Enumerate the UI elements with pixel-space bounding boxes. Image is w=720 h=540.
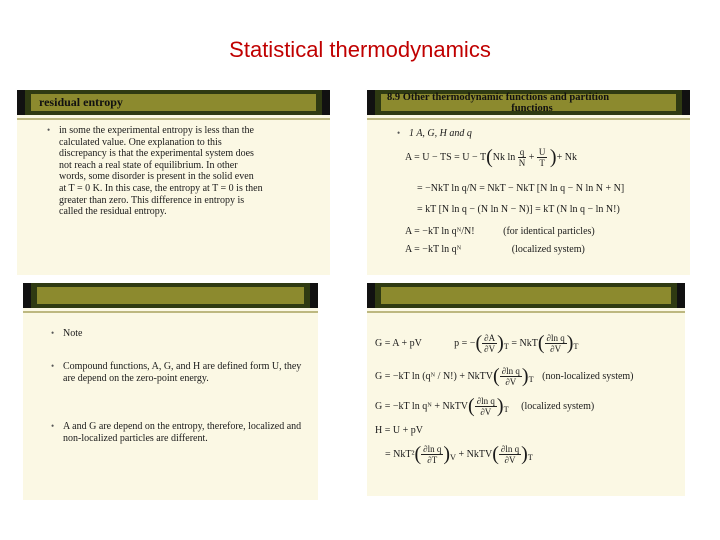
slide-title: 8.9 Other thermodynamic functions and partition functions bbox=[387, 92, 610, 114]
equation-g-nonlocalized: G = −kT ln (qᴺ / N!) + NkTV( $\frac{\text{∂ln q}}{\partial V}$ )$_T$ (non-localized system) bbox=[375, 365, 634, 387]
equation-h-expanded: = NkT²( $\frac{\text{∂ln q}}{\partial T}$ )$_V$ + NkTV( $\frac{\text{∂ln q}}{\partial V}$ )$_T$ bbox=[385, 443, 533, 465]
residual-line: called the residual entropy. bbox=[59, 206, 167, 218]
residual-line: words, some disorder is present in the solid even bbox=[59, 171, 254, 183]
equation-h-definition: H = U + pV bbox=[375, 425, 423, 436]
equation-a-step3: = kT [N ln q − (N ln N − N)] = kT (N ln q − ln N!) bbox=[417, 204, 620, 215]
residual-line: discrepancy is that the experimental system does bbox=[59, 148, 254, 160]
equation-a-step2: = −NkT ln q/N = NkT − NkT [N ln q − N ln N + N] bbox=[417, 183, 625, 194]
residual-line: in some the experimental entropy is less than the bbox=[59, 125, 254, 136]
slide-header-bar bbox=[367, 90, 690, 115]
residual-line: at T = 0 K. In this case, the entropy at T = 0 is then bbox=[59, 182, 263, 194]
bullet-dot: • bbox=[47, 125, 51, 135]
equation-a-definition: A = U − TS = U − T(Nk ln $\frac{q}{N}$ + $\frac{U}{T}$ )+ Nk bbox=[405, 146, 577, 168]
equation-g-localized: G = −kT ln qᴺ + NkTV( $\frac{\text{∂ln q}}{\partial V}$ )$_T$ (localized system) bbox=[375, 395, 595, 417]
slide-header-bar bbox=[17, 90, 330, 115]
residual-line: not reach a real state of equilibrium. In other bbox=[59, 159, 238, 171]
slide-g-and-h bbox=[367, 283, 685, 496]
note-bullet: Note bbox=[63, 328, 83, 339]
slide-title: residual entropy bbox=[39, 95, 123, 109]
residual-line: greater than zero. This difference in entropy is bbox=[59, 194, 245, 206]
slide-header-bar bbox=[23, 283, 318, 308]
equation-a-localized: A = −kT ln qᴺ (localized system) bbox=[405, 244, 585, 255]
slide-header-bar bbox=[367, 283, 685, 308]
slide-note: • Note • Compound functions, A, G, and H are defined form U, they are depend on the zero-point energy. • A and G are depend on the entropy, therefore, localized and non-localized particles are different. bbox=[23, 283, 318, 500]
note-bullet: A and G are depend on the entropy, therefore, localized and non-localized particles are different. bbox=[63, 421, 302, 444]
functions-bullet: 1 A, G, H and q bbox=[409, 128, 472, 139]
slide-residual-entropy bbox=[17, 90, 330, 275]
slide-thermo-functions: 8.9 Other thermodynamic functions and partition functions • 1 A, G, H and q A = U − TS = U − T(Nk ln $\frac{q}{N}$ + $\frac{U}{T}$ )+ Nk = −NkT ln q/N = NkT − NkT [N ln q − N ln N + N] = kT [N ln q − (N ln N − N)] = kT (N ln q − ln N!) A = −kT ln qᴺ/N! (for identical particles) A = −kT ln qᴺ (localized system) bbox=[367, 90, 690, 275]
equation-g-definition: G = A + pV p = −( $\frac{\partial A}{\partial V}$ )$_T = NkT$( $\frac{\text{∂ln q}}{\partial V}$ )$_T$ bbox=[375, 332, 579, 354]
equation-a-identical: A = −kT ln qᴺ/N! (for identical particles) bbox=[405, 226, 595, 237]
note-bullet: Compound functions, A, G, and H are defined form U, they are depend on the zero-point energy. bbox=[63, 361, 302, 384]
residual-line: calculated value. One explanation to this bbox=[59, 136, 222, 148]
page-title: Statistical thermodynamics bbox=[229, 37, 491, 62]
